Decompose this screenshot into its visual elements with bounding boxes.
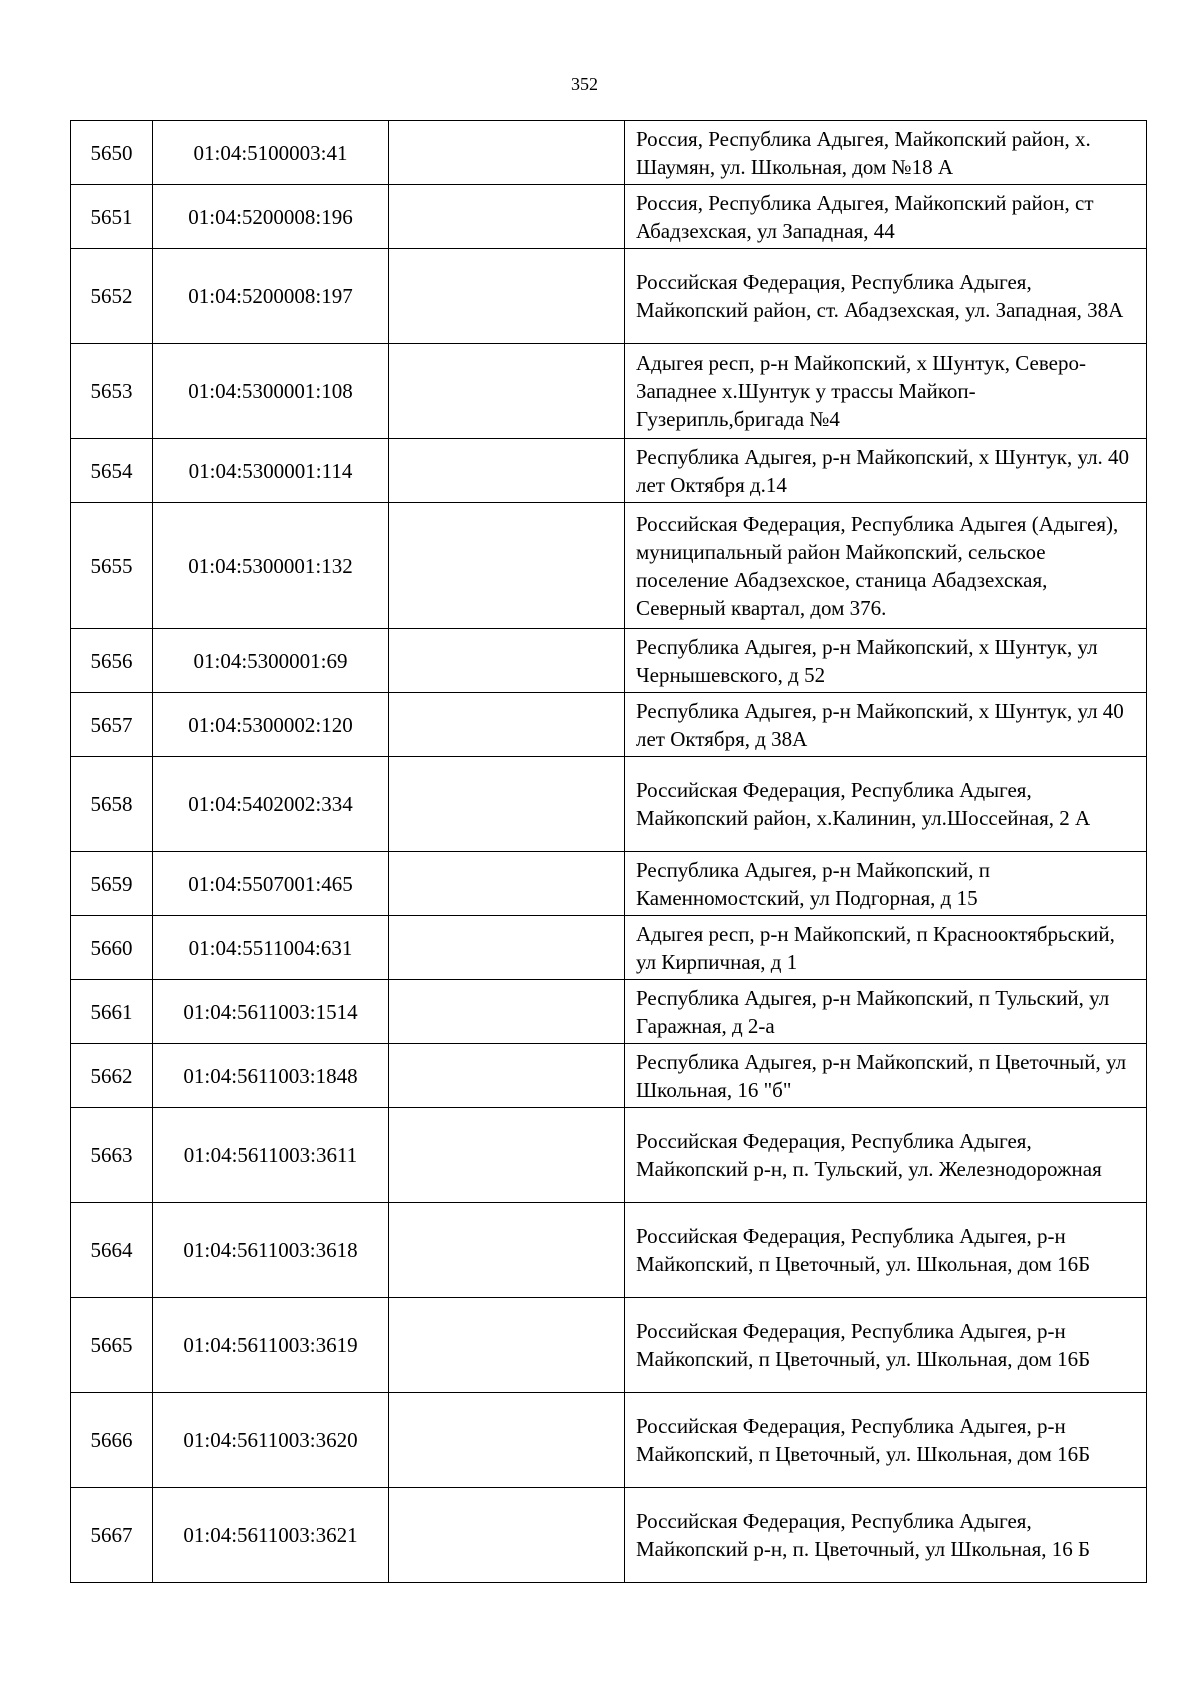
empty-cell bbox=[389, 916, 625, 980]
empty-cell bbox=[389, 980, 625, 1044]
address-cell: Российская Федерация, Республика Адыгея, Майкопский р-н, п. Тульский, ул. Железнодорожная bbox=[625, 1108, 1147, 1203]
address-cell: Адыгея респ, р-н Майкопский, х Шунтук, Северо-Западнее х.Шунтук у трассы Майкоп-Гузерипль,бригада №4 bbox=[625, 344, 1147, 439]
empty-cell bbox=[389, 185, 625, 249]
table-row bbox=[71, 121, 1147, 185]
row-number-cell: 5657 bbox=[71, 693, 153, 757]
empty-cell bbox=[389, 1488, 625, 1583]
address-cell: Россия, Республика Адыгея, Майкопский район, х. Шаумян, ул. Школьная, дом №18 А bbox=[625, 121, 1147, 185]
cadastral-number-cell: 01:04:5507001:465 bbox=[153, 852, 389, 916]
row-number-cell: 5658 bbox=[71, 757, 153, 852]
row-number-cell: 5663 bbox=[71, 1108, 153, 1203]
table-row bbox=[71, 1203, 1147, 1298]
row-number-cell: 5667 bbox=[71, 1488, 153, 1583]
cadastral-number-cell: 01:04:5611003:3618 bbox=[153, 1203, 389, 1298]
cadastral-number-cell: 01:04:5611003:1514 bbox=[153, 980, 389, 1044]
cadastral-number-cell: 01:04:5300001:69 bbox=[153, 629, 389, 693]
address-cell: Российская Федерация, Республика Адыгея (Адыгея), муниципальный район Майкопский, сельское поселение Абадзехское, станица Абадзехская, Северный квартал, дом 376. bbox=[625, 503, 1147, 629]
cadastral-number-cell: 01:04:5100003:41 bbox=[153, 121, 389, 185]
cadastral-number-cell: 01:04:5611003:3621 bbox=[153, 1488, 389, 1583]
empty-cell bbox=[389, 344, 625, 439]
cadastral-number-cell: 01:04:5402002:334 bbox=[153, 757, 389, 852]
empty-cell bbox=[389, 503, 625, 629]
row-number-cell: 5656 bbox=[71, 629, 153, 693]
table-row bbox=[71, 344, 1147, 439]
row-number-cell: 5653 bbox=[71, 344, 153, 439]
registry-table bbox=[70, 120, 1147, 1583]
empty-cell bbox=[389, 1108, 625, 1203]
row-number-cell: 5651 bbox=[71, 185, 153, 249]
table-row bbox=[71, 1108, 1147, 1203]
empty-cell bbox=[389, 1393, 625, 1488]
cadastral-number-cell: 01:04:5611003:1848 bbox=[153, 1044, 389, 1108]
empty-cell bbox=[389, 439, 625, 503]
empty-cell bbox=[389, 757, 625, 852]
table-row bbox=[71, 852, 1147, 916]
cadastral-number-cell: 01:04:5611003:3619 bbox=[153, 1298, 389, 1393]
cadastral-number-cell: 01:04:5300001:114 bbox=[153, 439, 389, 503]
row-number-cell: 5662 bbox=[71, 1044, 153, 1108]
table-row bbox=[71, 249, 1147, 344]
table-row bbox=[71, 916, 1147, 980]
table-row bbox=[71, 1393, 1147, 1488]
registry-table-body bbox=[71, 121, 1147, 1583]
empty-cell bbox=[389, 1298, 625, 1393]
empty-cell bbox=[389, 852, 625, 916]
address-cell: Российская Федерация, Республика Адыгея, Майкопский р-н, п. Цветочный, ул Школьная, 16 Б bbox=[625, 1488, 1147, 1583]
table-row bbox=[71, 757, 1147, 852]
row-number-cell: 5659 bbox=[71, 852, 153, 916]
address-cell: Республика Адыгея, р-н Майкопский, п Цветочный, ул Школьная, 16 "б" bbox=[625, 1044, 1147, 1108]
table-row bbox=[71, 185, 1147, 249]
address-cell: Республика Адыгея, р-н Майкопский, х Шунтук, ул. 40 лет Октября д.14 bbox=[625, 439, 1147, 503]
row-number-cell: 5665 bbox=[71, 1298, 153, 1393]
row-number-cell: 5660 bbox=[71, 916, 153, 980]
address-cell: Российская Федерация, Республика Адыгея, Майкопский район, х.Калинин, ул.Шоссейная, 2 А bbox=[625, 757, 1147, 852]
address-cell: Республика Адыгея, р-н Майкопский, п Каменномостский, ул Подгорная, д 15 bbox=[625, 852, 1147, 916]
cadastral-number-cell: 01:04:5200008:196 bbox=[153, 185, 389, 249]
address-cell: Адыгея респ, р-н Майкопский, п Краснооктябрьский, ул Кирпичная, д 1 bbox=[625, 916, 1147, 980]
empty-cell bbox=[389, 121, 625, 185]
cadastral-number-cell: 01:04:5300001:132 bbox=[153, 503, 389, 629]
table-row bbox=[71, 1488, 1147, 1583]
address-cell: Россия, Республика Адыгея, Майкопский район, ст Абадзехская, ул Западная, 44 bbox=[625, 185, 1147, 249]
table-row bbox=[71, 1298, 1147, 1393]
table-row bbox=[71, 693, 1147, 757]
empty-cell bbox=[389, 1203, 625, 1298]
address-cell: Российская Федерация, Республика Адыгея, р-н Майкопский, п Цветочный, ул. Школьная, дом 16Б bbox=[625, 1298, 1147, 1393]
cadastral-number-cell: 01:04:5200008:197 bbox=[153, 249, 389, 344]
row-number-cell: 5655 bbox=[71, 503, 153, 629]
empty-cell bbox=[389, 249, 625, 344]
page-number: 352 bbox=[571, 74, 598, 94]
address-cell: Республика Адыгея, р-н Майкопский, х Шунтук, ул 40 лет Октября, д 38А bbox=[625, 693, 1147, 757]
cadastral-number-cell: 01:04:5300001:108 bbox=[153, 344, 389, 439]
cadastral-number-cell: 01:04:5300002:120 bbox=[153, 693, 389, 757]
address-cell: Республика Адыгея, р-н Майкопский, п Тульский, ул Гаражная, д 2-а bbox=[625, 980, 1147, 1044]
row-number-cell: 5652 bbox=[71, 249, 153, 344]
row-number-cell: 5654 bbox=[71, 439, 153, 503]
row-number-cell: 5666 bbox=[71, 1393, 153, 1488]
row-number-cell: 5664 bbox=[71, 1203, 153, 1298]
cadastral-number-cell: 01:04:5611003:3620 bbox=[153, 1393, 389, 1488]
table-row bbox=[71, 503, 1147, 629]
table-row bbox=[71, 980, 1147, 1044]
empty-cell bbox=[389, 693, 625, 757]
table-row bbox=[71, 629, 1147, 693]
address-cell: Российская Федерация, Республика Адыгея, Майкопский район, ст. Абадзехская, ул. Западная, 38А bbox=[625, 249, 1147, 344]
table-row bbox=[71, 439, 1147, 503]
empty-cell bbox=[389, 1044, 625, 1108]
address-cell: Российская Федерация, Республика Адыгея, р-н Майкопский, п Цветочный, ул. Школьная, дом 16Б bbox=[625, 1393, 1147, 1488]
address-cell: Республика Адыгея, р-н Майкопский, х Шунтук, ул Чернышевского, д 52 bbox=[625, 629, 1147, 693]
row-number-cell: 5650 bbox=[71, 121, 153, 185]
cadastral-number-cell: 01:04:5511004:631 bbox=[153, 916, 389, 980]
row-number-cell: 5661 bbox=[71, 980, 153, 1044]
cadastral-number-cell: 01:04:5611003:3611 bbox=[153, 1108, 389, 1203]
empty-cell bbox=[389, 629, 625, 693]
address-cell: Российская Федерация, Республика Адыгея, р-н Майкопский, п Цветочный, ул. Школьная, дом 16Б bbox=[625, 1203, 1147, 1298]
table-row bbox=[71, 1044, 1147, 1108]
